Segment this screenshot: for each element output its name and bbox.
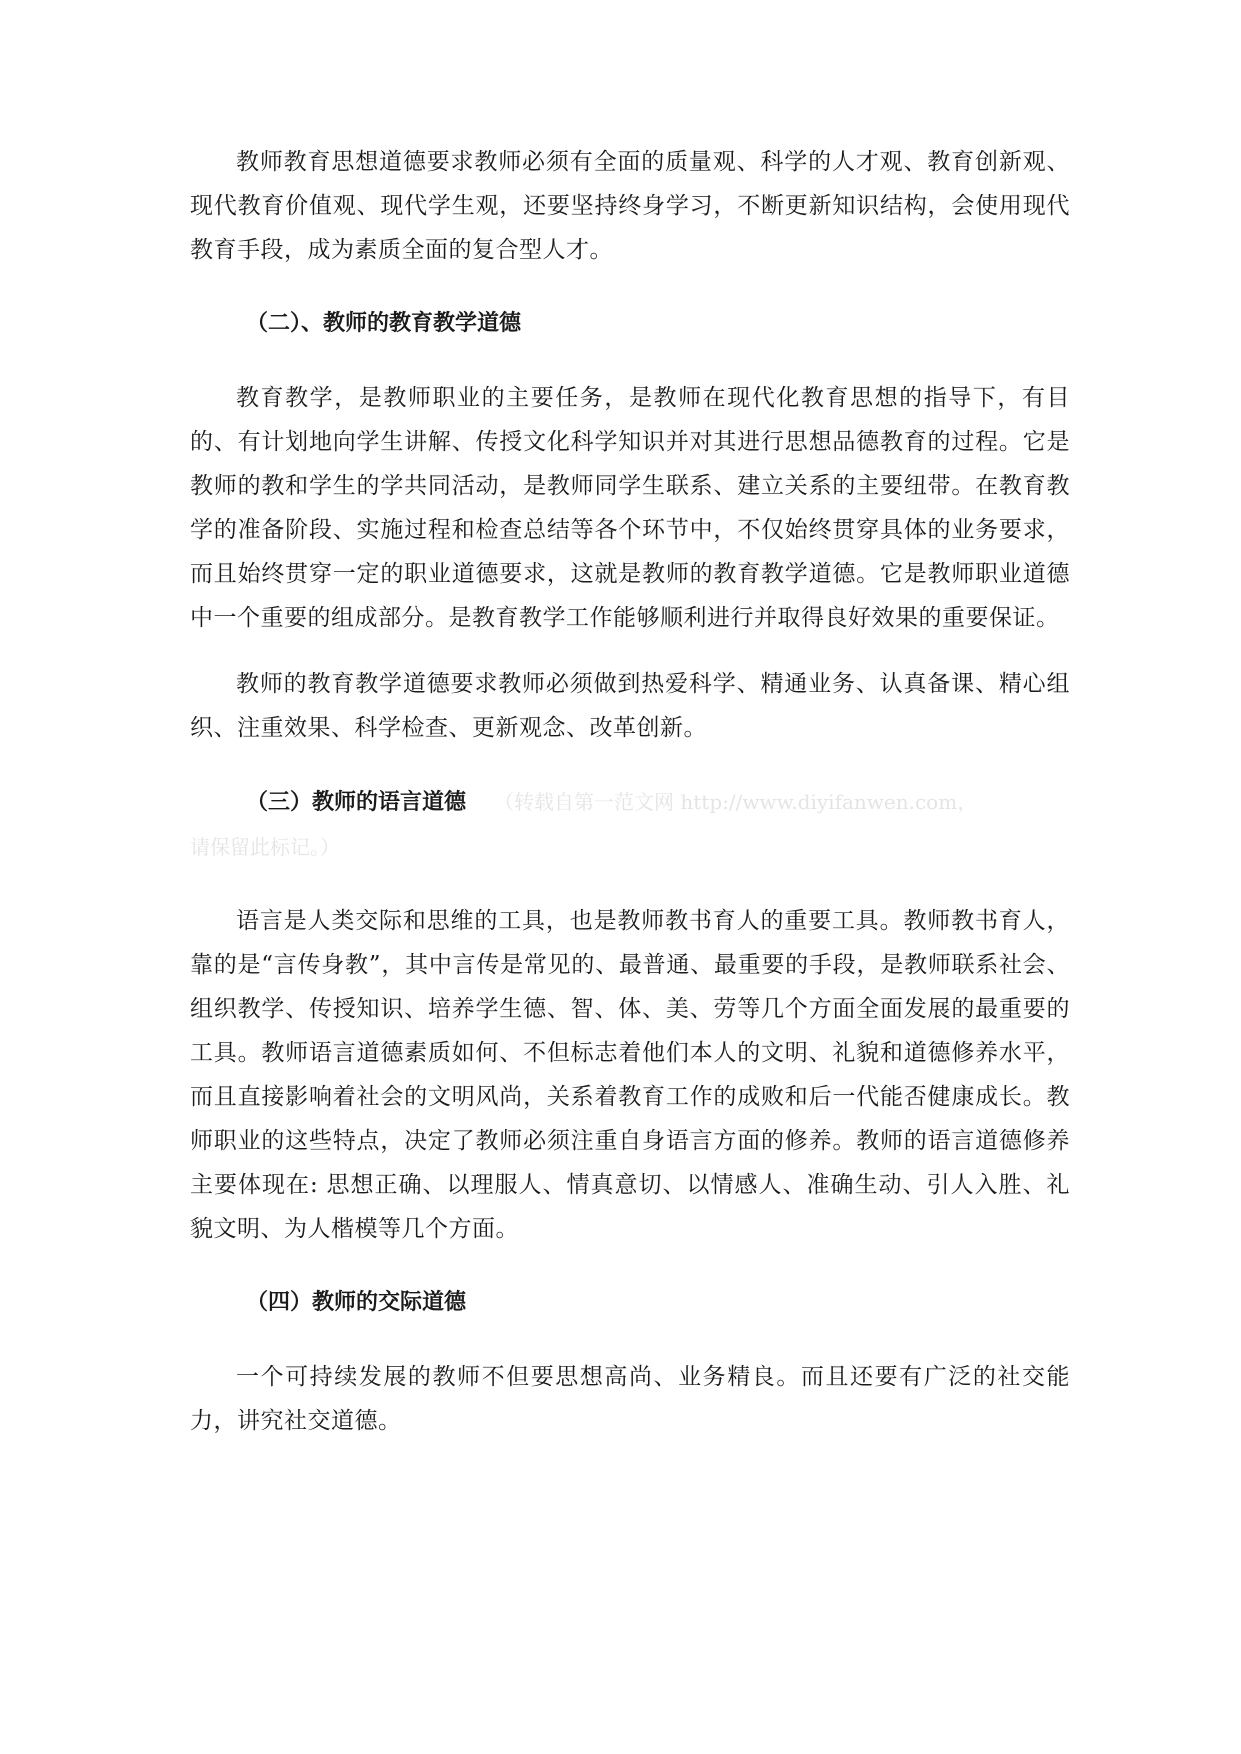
intro-paragraph: 教师教育思想道德要求教师必须有全面的质量观、科学的人才观、教育创新观、现代教育价值观、现代学生观，还要坚持终身学习，不断更新知识结构，会使用现代教育手段，成为素质全面的复合型人才。: [190, 149, 1070, 263]
document-page: [190, 140, 1070, 1443]
heading-section-4: （四）教师的交际道德: [246, 1290, 467, 1315]
section4-paragraph-1: 一个可持续发展的教师不但要思想高尚、业务精良。而且还要有广泛的社交能力，讲究社交道德。: [190, 1364, 1070, 1434]
heading-section-2: （二）、教师的教育教学道德: [246, 311, 522, 336]
watermark-line-1: （转载自第一范文网 http://www.diyifanwen.com，: [494, 790, 978, 814]
section2-paragraph-1: 教育教学，是教师职业的主要任务，是教师在现代化教育思想的指导下，有目的、有计划地向学生讲解、传授文化科学知识并对其进行思想品德教育的过程。它是教师的教和学生的学共同活动，是教师同学生联系、建立关系的主要纽带。在教育教学的准备阶段、实施过程和检查总结等各个环节中，不仅始终贯穿具体的业务要求，而且始终贯穿一定的职业道德要求，这就是教师的教育教学道德。它是教师职业道德中一个重要的组成部分。是教育教学工作能够顺利进行并取得良好效果的重要保证。: [190, 385, 1070, 631]
section2-paragraph-2: 教师的教育教学道德要求教师必须做到热爱科学、精通业务、认真备课、精心组织、注重效果、科学检查、更新观念、改革创新。: [190, 671, 1070, 741]
heading-section-3-text: （三）教师的语言道德: [246, 790, 467, 815]
heading-section-3: [190, 780, 1070, 825]
section3-paragraph-1: 语言是人类交际和思维的工具，也是教师教书育人的重要工具。教师教书育人，靠的是“言传身教”，其中言传是常见的、最普通、最重要的手段，是教师联系社会、组织教学、传授知识、培养学生德、智、体、美、劳等几个方面全面发展的最重要的工具。教师语言道德素质如何、不但标志着他们本人的文明、礼貌和道德修养水平，而且直接影响着社会的文明风尚，关系着教育工作的成败和后一代能否健康成长。教师职业的这些特点，决定了教师必须注重自身语言方面的修养。教师的语言道德修养主要体现在: 思想正确、以理服人、情真意切、以情感人、准确生动、引人入胜、礼貌文明、为人楷模等几个方面。: [190, 908, 1070, 1242]
watermark-line-2: 请保留此标记。）: [190, 835, 340, 859]
